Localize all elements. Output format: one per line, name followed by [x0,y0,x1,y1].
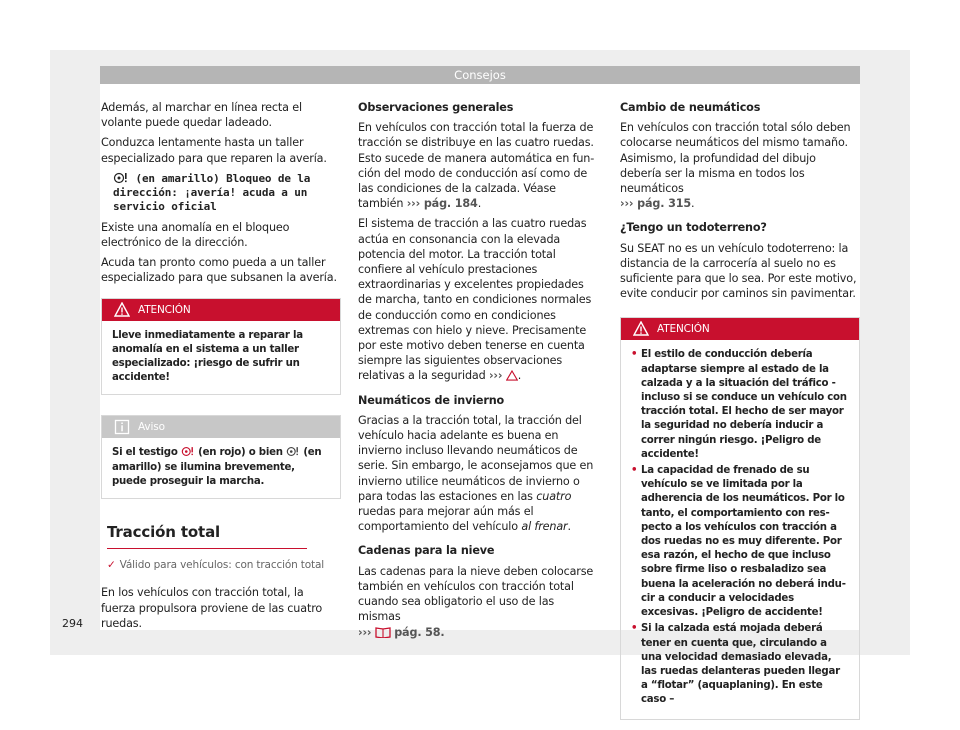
column-1 [101,100,341,636]
warning-body [102,321,340,395]
check-icon: ✓ [107,559,116,572]
notice-body [102,438,340,498]
subheading: Cadenas para la nieve [358,544,495,558]
page-reference-link[interactable]: ››› [358,625,372,639]
info-icon [114,419,130,435]
warning-body [621,340,859,718]
page-reference-text[interactable]: pág. 58. [394,625,445,639]
steering-warning-red-icon [181,446,195,457]
steering-warning-yellow-icon [286,446,300,457]
section-divider [107,548,307,549]
paragraph: Acuda tan pronto como pueda a un taller especializado para que subsanen la avería. [101,256,337,285]
paragraph: En los vehículos con tracción total, la fuerza propulsora proviene de las cuatro ruedas. [101,586,323,630]
paragraph: Su SEAT no es un vehículo todoterreno: la distancia de la carrocería al suelo no es suficiente para que lo sea. Por este motivo, evite conducir por caminos sin pavimentar. [620,241,857,301]
paragraph: En vehículos con tracción total sólo deben colocarse neumáticos del mismo tamaño. Asimismo, la profundidad del dibujo debería ser la misma en todos los neumáticos ››› pág. 315. [620,121,851,211]
warning-box-header [102,299,340,321]
paragraph: En vehículos con tracción total la fuerza de tracción se distribuye en las cuatro ruedas. Esto sucede de manera automática en función del modo de conducción así como de las condiciones de la calzada. Véase también ››› pág. 184. [358,121,595,211]
warning-title: ATENCIÓN [657,323,710,336]
steering-lock-warning-icon [113,172,129,184]
paragraph: El sistema de tracción a las cuatro ruedas actúa en consonancia con la elevada potencia del motor. La tracción total confiere al vehículo prestaciones extraordinarias y excelentes propiedades de marcha, tanto en condiciones normales de conducción como en condiciones extremas con hielo y nieve. Precisamente por este motivo deben tenerse en cuenta siempre las siguientes observaciones relativas a la seguridad ››› . [358,217,592,383]
notice-box-header [102,416,340,438]
warning-bullet: • Si la calzada está mojada deberá tener en cuenta que, circulando a una velocidad demasiado elevada, las ruedas delanteras pueden llegar a “flotar” (aquaplaning). En este caso – [631,622,849,707]
warning-text: Lleve inmediatamente a reparar la anomalía en el sistema a un taller especializado: ¡riesgo de sufrir un accidente! [112,329,303,384]
subheading: Observaciones generales [358,101,514,114]
subheading: Cambio de neumáticos [620,101,761,114]
warning-triangle-icon [506,370,518,381]
subheading: ¿Tengo un todoterreno? [620,221,767,235]
validity-note: ✓ Válido para vehículos: con tracción total [107,559,325,572]
chapter-header: Consejos [100,66,860,84]
warning-light-heading [113,172,341,214]
column-3 [620,100,860,730]
book-icon [375,626,391,638]
warning-box-header [621,318,859,340]
paragraph: Las cadenas para la nieve deben colocarse también en vehículos con tracción total cuando sea obligatorio el uso de las mismas ››› pág. 58. [358,564,594,639]
page-reference-link[interactable]: ››› pág. 184 [406,197,478,211]
notice-box [101,415,341,499]
paragraph: Gracias a la tracción total, la tracción del vehículo hacia adelante es buena en invierno incluso llevando neumáticos de serie. Sin embargo, le aconsejamos que en invierno utilice neumáticos de invierno o para todas las estaciones en las cuatro ruedas para mejorar aún más el comportamiento del vehículo al frenar. [358,413,594,534]
warning-triangle-icon [114,302,130,318]
page-number: 294 [62,617,83,630]
warning-box [620,317,860,719]
warning-title: ATENCIÓN [138,303,191,316]
warning-bullet: • La capacidad de frenado de su vehículo se ve limitada por la adherencia de los neumáticos. Por lo tanto, el comportamiento con respecto a los vehículos con tracción a dos ruedas no es muy diferente. Por esa razón, el hecho de que incluso sobre firme liso o resbaladizo sea buena la aceleración no deberá inducir a conducir a velocidades excesivas. ¡Peligro de accidente! [631,464,849,620]
notice-title: Aviso [138,421,165,434]
paragraph: Conduzca lentamente hasta un taller especializado para que reparen la avería. [101,136,327,165]
warning-triangle-icon [633,321,649,337]
paragraph: Además, al marchar en línea recta el volante puede quedar ladeado. [101,101,302,130]
subheading: Neumáticos de invierno [358,393,505,407]
column-2 [358,100,598,645]
warning-bullet: • El estilo de conducción debería adaptarse siempre al estado de la calzada y a la situación del tráfico - incluso si se conduce un vehículo con tracción total. El hecho de ser mayor la seguridad no debería inducir a correr ningún riesgo. ¡Peligro de accidente! [631,348,849,462]
heading-text: (en amarillo) Bloqueo de la dirección: ¡avería! acuda a un servicio oficial [113,171,311,213]
warning-reference-link[interactable]: ››› [488,369,503,383]
notice-text: Si el testigo (en rojo) o bien (en amarillo) se ilumina brevemente, puede proseguir la marcha. [112,447,322,487]
paragraph: Existe una anomalía en el bloqueo electrónico de la dirección. [101,220,290,250]
section-title: Tracción total [107,523,221,542]
page-reference-link[interactable]: ››› pág. 315 [620,197,691,211]
warning-box [101,298,341,396]
